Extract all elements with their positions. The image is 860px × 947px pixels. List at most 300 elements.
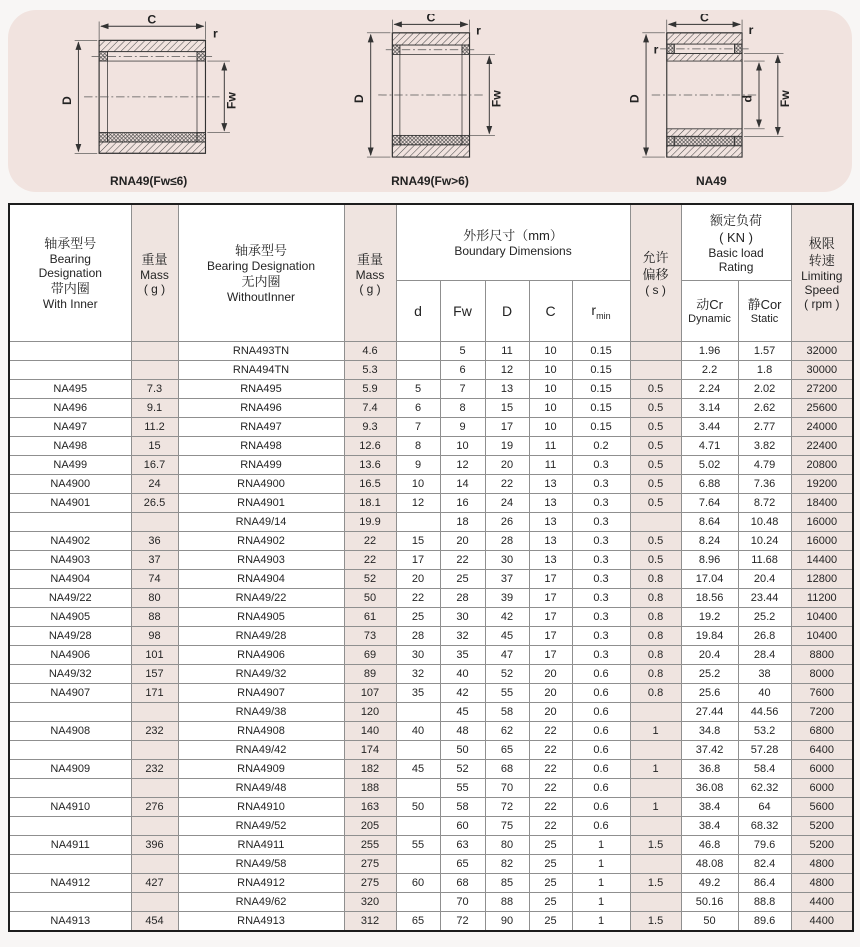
table-row [9,646,853,665]
table-cell: 7600 [791,684,853,703]
table-cell: 0.8 [630,608,681,627]
table-cell: 0.6 [572,760,630,779]
table-cell: 15 [396,532,440,551]
bearing-section-drawing [18,14,280,174]
with-inner-cell: NA4912 [9,874,131,893]
table-row [9,798,853,817]
table-cell [630,513,681,532]
without-inner-cell: RNA4912 [178,874,344,893]
table-cell: 20 [440,532,485,551]
table-cell: 255 [344,836,396,855]
table-cell: 20.4 [681,646,738,665]
table-cell: 11 [529,437,572,456]
table-cell: 11 [529,456,572,475]
without-inner-cell: RNA4907 [178,684,344,703]
table-row [9,570,853,589]
table-cell: 312 [344,912,396,932]
without-inner-cell: RNA4911 [178,836,344,855]
table-cell: 6 [440,361,485,380]
table-cell: 0.3 [572,551,630,570]
table-cell: 19200 [791,475,853,494]
table-cell: 1 [572,855,630,874]
with-inner-cell [9,361,131,380]
table-cell: 6000 [791,760,853,779]
dim-label-r: r [748,22,754,37]
with-inner-cell [9,779,131,798]
table-cell: 65 [440,855,485,874]
table-cell: 6 [396,399,440,418]
dim-label-r: r [212,26,218,41]
table-cell: 57.28 [738,741,791,760]
table-cell: 55 [440,779,485,798]
table-cell: 8.64 [681,513,738,532]
table-cell: 24 [131,475,178,494]
table-cell: 10.24 [738,532,791,551]
table-cell: 38.4 [681,817,738,836]
table-cell: 0.6 [572,684,630,703]
table-cell: 24 [485,494,529,513]
table-cell: 25 [529,912,572,932]
without-inner-cell: RNA4913 [178,912,344,932]
table-cell: 16.7 [131,456,178,475]
with-inner-cell: NA498 [9,437,131,456]
table-cell: 17 [529,627,572,646]
without-inner-cell: RNA4900 [178,475,344,494]
col-header-misalignment: 允许 偏移 ( s ) [630,204,681,342]
table-cell: 1 [630,722,681,741]
without-inner-cell: RNA49/22 [178,589,344,608]
table-cell: 40 [440,665,485,684]
table-cell: 17.04 [681,570,738,589]
table-cell: 1 [572,836,630,855]
without-inner-cell: RNA49/28 [178,627,344,646]
table-cell: 2.02 [738,380,791,399]
table-cell: 88.8 [738,893,791,912]
table-cell: 37.42 [681,741,738,760]
table-cell [630,361,681,380]
table-cell: 13 [529,551,572,570]
table-row [9,608,853,627]
table-cell: 73 [344,627,396,646]
without-inner-cell: RNA493TN [178,342,344,361]
table-cell: 22 [529,779,572,798]
table-cell [630,342,681,361]
without-inner-cell: RNA4910 [178,798,344,817]
table-cell: 0.6 [572,741,630,760]
table-cell: 0.6 [572,722,630,741]
table-row [9,684,853,703]
table-row [9,665,853,684]
table-cell: 5 [396,380,440,399]
table-cell: 12 [485,361,529,380]
table-row [9,551,853,570]
table-cell: 20 [529,684,572,703]
without-inner-cell: RNA498 [178,437,344,456]
table-cell: 1.5 [630,912,681,932]
table-header [9,204,853,342]
table-cell: 26.8 [738,627,791,646]
table-cell: 30000 [791,361,853,380]
without-inner-cell: RNA49/58 [178,855,344,874]
table-row [9,817,853,836]
with-inner-cell: NA4902 [9,532,131,551]
table-cell: 42 [440,684,485,703]
table-cell: 36 [131,532,178,551]
table-row [9,342,853,361]
without-inner-cell: RNA49/52 [178,817,344,836]
table-cell: 4.71 [681,437,738,456]
table-cell: 48 [440,722,485,741]
table-cell: 9 [396,456,440,475]
col-header-limiting-speed: 极限 转速 Limiting Speed ( rpm ) [791,204,853,342]
header-row-1 [9,204,853,281]
table-cell: 25600 [791,399,853,418]
table-cell: 88 [485,893,529,912]
table-cell: 18400 [791,494,853,513]
table-cell: 12800 [791,570,853,589]
with-inner-cell [9,342,131,361]
table-cell: 89.6 [738,912,791,932]
table-cell: 10.48 [738,513,791,532]
table-cell: 13.6 [344,456,396,475]
table-cell: 22400 [791,437,853,456]
bearing-section-drawing [299,14,561,174]
table-cell: 22 [529,817,572,836]
table-cell: 28.4 [738,646,791,665]
with-inner-cell: NA4900 [9,475,131,494]
table-cell: 8800 [791,646,853,665]
table-cell: 35 [396,684,440,703]
table-cell: 7.64 [681,494,738,513]
table-row [9,836,853,855]
table-cell: 23.44 [738,589,791,608]
table-cell: 25 [529,855,572,874]
table-cell: 61 [344,608,396,627]
table-cell: 182 [344,760,396,779]
table-cell: 72 [440,912,485,932]
table-cell: 5.02 [681,456,738,475]
without-inner-cell: RNA4909 [178,760,344,779]
table-cell: 25 [529,836,572,855]
col-header-D: D [485,281,529,342]
table-cell: 88 [131,608,178,627]
without-inner-cell: RNA4904 [178,570,344,589]
table-cell: 140 [344,722,396,741]
table-row [9,513,853,532]
table-cell: 8000 [791,665,853,684]
with-inner-cell [9,741,131,760]
table-cell: 1.5 [630,836,681,855]
table-cell: 30 [440,608,485,627]
table-cell: 11.68 [738,551,791,570]
table-cell: 28 [485,532,529,551]
table-cell: 16 [440,494,485,513]
table-cell: 8 [440,399,485,418]
table-cell: 157 [131,665,178,684]
table-cell: 50 [344,589,396,608]
table-cell: 1.96 [681,342,738,361]
table-cell: 22 [529,741,572,760]
table-cell: 22 [529,798,572,817]
table-cell: 19.84 [681,627,738,646]
table-cell: 85 [485,874,529,893]
table-cell: 22 [529,722,572,741]
table-cell: 70 [440,893,485,912]
table-cell [131,817,178,836]
table-cell: 2.77 [738,418,791,437]
table-row [9,361,853,380]
table-cell: 11 [485,342,529,361]
table-cell: 12.6 [344,437,396,456]
with-inner-cell: NA4903 [9,551,131,570]
table-cell: 0.5 [630,399,681,418]
table-cell: 15 [485,399,529,418]
dim-label-c: C [700,14,710,25]
with-inner-cell: NA4904 [9,570,131,589]
table-cell [630,817,681,836]
table-cell: 48.08 [681,855,738,874]
with-inner-cell: NA4911 [9,836,131,855]
table-cell: 188 [344,779,396,798]
table-cell: 30 [485,551,529,570]
table-cell: 22 [344,551,396,570]
table-cell: 163 [344,798,396,817]
with-inner-cell: NA499 [9,456,131,475]
table-cell: 40 [738,684,791,703]
without-inner-cell: RNA495 [178,380,344,399]
table-cell: 0.3 [572,494,630,513]
table-cell: 10 [529,399,572,418]
table-cell: 10400 [791,627,853,646]
without-inner-cell: RNA4908 [178,722,344,741]
table-cell: 18.1 [344,494,396,513]
col-header-dynamic: 动Cr Dynamic [681,281,738,342]
figure-caption: NA49 [695,174,727,188]
bearing-spec-table [8,203,854,932]
table-cell: 0.3 [572,456,630,475]
table-cell: 1 [572,912,630,932]
table-cell: 4800 [791,874,853,893]
table-cell: 49.2 [681,874,738,893]
table-cell: 64 [738,798,791,817]
table-cell: 0.6 [572,817,630,836]
table-row [9,627,853,646]
with-inner-cell [9,855,131,874]
table-cell: 0.15 [572,342,630,361]
table-cell: 28 [440,589,485,608]
table-cell: 1 [572,874,630,893]
table-cell [630,741,681,760]
without-inner-cell: RNA49/38 [178,703,344,722]
table-cell: 74 [131,570,178,589]
table-cell: 13 [485,380,529,399]
table-cell: 7.3 [131,380,178,399]
table-cell: 17 [485,418,529,437]
figure-na49 [571,10,852,188]
table-cell: 0.5 [630,380,681,399]
table-cell: 4400 [791,893,853,912]
table-cell: 6000 [791,779,853,798]
table-cell: 45 [485,627,529,646]
table-cell: 20 [485,456,529,475]
table-cell: 22 [440,551,485,570]
table-row [9,912,853,932]
dim-label-D: D [59,96,74,106]
table-cell: 0.3 [572,570,630,589]
table-cell [630,703,681,722]
table-cell: 2.2 [681,361,738,380]
table-cell: 0.8 [630,570,681,589]
table-cell: 0.3 [572,589,630,608]
col-header-C: C [529,281,572,342]
table-cell: 37 [131,551,178,570]
table-cell: 1.57 [738,342,791,361]
table-cell: 0.6 [572,665,630,684]
dim-label-fw: Fw [489,90,504,108]
table-row [9,874,853,893]
table-cell: 171 [131,684,178,703]
table-cell: 276 [131,798,178,817]
table-cell: 18.56 [681,589,738,608]
table-cell: 0.6 [572,703,630,722]
table-cell: 5.9 [344,380,396,399]
without-inner-cell: RNA494TN [178,361,344,380]
table-cell: 14 [440,475,485,494]
table-cell: 13 [529,532,572,551]
table-cell: 0.3 [572,608,630,627]
table-cell: 427 [131,874,178,893]
table-cell: 120 [344,703,396,722]
table-cell: 1 [630,760,681,779]
table-cell: 55 [485,684,529,703]
table-cell: 17 [529,608,572,627]
table-cell: 34.8 [681,722,738,741]
table-cell: 4.6 [344,342,396,361]
with-inner-cell: NA4906 [9,646,131,665]
table-row [9,494,853,513]
without-inner-cell: RNA49/48 [178,779,344,798]
table-cell: 39 [485,589,529,608]
table-cell: 9.1 [131,399,178,418]
table-cell: 275 [344,855,396,874]
table-row [9,722,853,741]
with-inner-cell: NA4910 [9,798,131,817]
dim-label-fw: Fw [778,90,793,108]
table-cell: 0.8 [630,627,681,646]
table-cell: 52 [344,570,396,589]
table-cell: 0.8 [630,646,681,665]
table-cell: 14400 [791,551,853,570]
dim-label-c: C [426,14,436,25]
table-cell: 37 [485,570,529,589]
table-cell [396,741,440,760]
with-inner-cell [9,893,131,912]
table-cell: 11.2 [131,418,178,437]
table-cell: 10 [440,437,485,456]
table-cell: 80 [131,589,178,608]
table-cell: 12 [440,456,485,475]
with-inner-cell: NA4907 [9,684,131,703]
with-inner-cell: NA49/28 [9,627,131,646]
table-cell: 47 [485,646,529,665]
col-header-fw: Fw [440,281,485,342]
table-cell: 232 [131,760,178,779]
table-cell [131,342,178,361]
table-cell: 25.6 [681,684,738,703]
table-cell: 20800 [791,456,853,475]
dim-label-r: r [476,23,481,38]
table-cell: 70 [485,779,529,798]
table-cell: 10400 [791,608,853,627]
without-inner-cell: RNA49/42 [178,741,344,760]
table-cell [131,741,178,760]
table-cell: 60 [440,817,485,836]
table-row [9,418,853,437]
table-cell: 205 [344,817,396,836]
table-cell: 454 [131,912,178,932]
table-cell: 1.5 [630,874,681,893]
table-cell: 32 [440,627,485,646]
table-cell: 8.72 [738,494,791,513]
table-cell: 16.5 [344,475,396,494]
table-cell: 0.15 [572,418,630,437]
table-cell: 32000 [791,342,853,361]
table-cell: 68 [440,874,485,893]
table-row [9,855,853,874]
table-cell: 13 [529,475,572,494]
table-cell: 6800 [791,722,853,741]
table-cell: 0.3 [572,646,630,665]
table-cell: 26.5 [131,494,178,513]
col-header-with-inner: 轴承型号 Bearing Designation 带内圈 With Inner [9,204,131,342]
table-cell: 0.5 [630,494,681,513]
table-cell: 12 [396,494,440,513]
table-cell: 50 [396,798,440,817]
table-cell: 58 [440,798,485,817]
bearing-section-drawing [580,14,842,174]
table-cell [396,513,440,532]
table-cell: 18 [440,513,485,532]
table-cell: 58.4 [738,760,791,779]
table-cell: 80 [485,836,529,855]
table-cell: 26 [485,513,529,532]
table-cell [396,779,440,798]
with-inner-cell [9,513,131,532]
table-cell: 44.56 [738,703,791,722]
col-header-mass-inner: 重量 Mass ( g ) [131,204,178,342]
with-inner-cell: NA497 [9,418,131,437]
table-cell: 0.8 [630,684,681,703]
table-cell [131,703,178,722]
table-cell: 30 [396,646,440,665]
table-cell: 55 [396,836,440,855]
table-cell: 53.2 [738,722,791,741]
table-cell: 40 [396,722,440,741]
table-cell: 7 [440,380,485,399]
table-cell: 1 [572,893,630,912]
table-cell [396,817,440,836]
table-cell: 0.6 [572,798,630,817]
table-cell: 75 [485,817,529,836]
table-row [9,380,853,399]
without-inner-cell: RNA4901 [178,494,344,513]
table-cell: 101 [131,646,178,665]
table-row [9,399,853,418]
table-cell: 9 [440,418,485,437]
table-cell: 174 [344,741,396,760]
table-cell: 0.3 [572,627,630,646]
table-cell: 35 [440,646,485,665]
